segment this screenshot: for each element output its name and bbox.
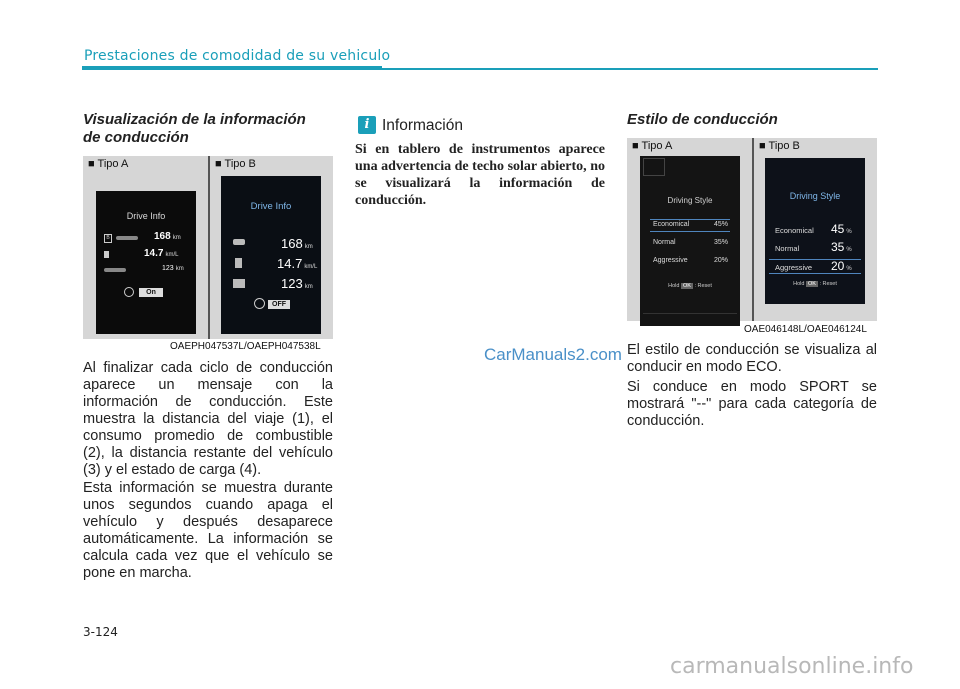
figure-divider: [208, 156, 210, 339]
watermark-link[interactable]: CarManuals2.com: [484, 345, 622, 364]
normal-value: 35 %: [831, 240, 852, 254]
fuel-pump-icon: [235, 258, 242, 268]
screen-b-consumption: 14.7 km/L: [277, 256, 318, 271]
economical-label: Economical: [775, 226, 814, 235]
car-icon: [233, 239, 245, 245]
economical-pct: 45%: [713, 221, 728, 228]
range-fuel-icon: [233, 279, 245, 288]
car-icon: [116, 236, 138, 240]
screen-b-title: Drive Info: [250, 201, 292, 212]
type-b-label: ■ Tipo B: [215, 158, 256, 170]
drive-info-heading: [83, 111, 306, 147]
normal-label: Normal: [775, 244, 800, 253]
type-a-label: ■ Tipo A: [632, 140, 673, 152]
footer-site-link[interactable]: carmanualsonline.info: [670, 654, 914, 679]
type-a-label: ■ Tipo A: [88, 158, 129, 170]
fuel-pump-icon: [104, 251, 109, 258]
drive-info-heading-line1: Visualización de la información: [83, 111, 306, 128]
screen-a-consumption: 14.7 km/L: [144, 248, 179, 259]
figure-divider: [752, 138, 754, 321]
section-header-title: Prestaciones de comodidad de su vehiculo: [84, 48, 391, 64]
screen-a-bottom-bar: [643, 313, 737, 326]
type-b-label: ■ Tipo B: [759, 140, 800, 152]
ok-button-icon: OK: [807, 281, 816, 287]
aggressive-value: 20 %: [831, 259, 852, 273]
drive-info-screen-b: [221, 176, 321, 334]
header-rule-thin: [382, 68, 878, 70]
info-text: Si en tablero de instrumentos aparece una advertencia de techo solar abierto, no se visualizará la información de conducción.: [355, 142, 605, 208]
charge-clock-icon: [254, 298, 265, 309]
screen-a-state: On: [139, 288, 163, 297]
driving-style-figure: [627, 138, 877, 321]
economical-label: Economical: [653, 221, 690, 228]
range-car-icon: [104, 268, 126, 272]
screen-b-state: OFF: [268, 300, 290, 309]
info-icon: i: [358, 116, 376, 134]
aggressive-label: Aggressive: [653, 257, 688, 264]
aggressive-label: Aggressive: [775, 263, 813, 272]
header-rule: [82, 66, 382, 70]
screen-b-range: 123 km: [281, 276, 313, 291]
hold-reset-hint: Hold OK : Reset: [793, 281, 837, 287]
normal-pct: 35%: [713, 239, 728, 246]
screen-b-distance: 168 km: [281, 236, 313, 251]
page-number: 3-124: [83, 625, 118, 639]
charge-clock-icon: [124, 287, 134, 297]
drive-info-figure: [83, 156, 333, 339]
screen-a-frame-icon: [643, 158, 665, 176]
driving-style-screen-a: [640, 156, 740, 326]
drive-info-heading-line2: de conducción: [83, 129, 189, 146]
normal-label: Normal: [653, 239, 676, 246]
battery-badge-icon: B: [104, 234, 112, 243]
screen-a-distance: 168 km: [154, 231, 181, 242]
screen-a-title: Driving Style: [667, 196, 713, 205]
figure-code: OAEPH047537L/OAEPH047538L: [170, 341, 321, 352]
figure-code: OAE046148L/OAE046124L: [744, 324, 867, 335]
driving-style-paragraph-2: Si conduce en modo SPORT se mostrará "--" para cada categoría de conducción.: [627, 379, 877, 429]
driving-style-paragraph-1: El estilo de conducción se visualiza al conducir en modo ECO.: [627, 342, 877, 375]
screen-b-title: Driving Style: [789, 191, 841, 201]
driving-style-screen-b: [765, 158, 865, 304]
screen-a-title: Drive Info: [126, 211, 166, 221]
drive-info-paragraph-1: Al finalizar cada ciclo de conducción aparece un mensaje con la información de conducción. Este muestra la distancia del viaje (1), el consumo promedio de combustible (2), la distancia restante del vehículo (3) y el estado de carga (4).: [83, 360, 333, 478]
aggressive-pct: 20%: [713, 257, 728, 264]
economical-value: 45 %: [831, 222, 852, 236]
drive-info-paragraph-2: Esta información se muestra durante unos segundos cuando apaga el vehículo y después desaparece automáticamente. La información se calcula cada vez que el vehículo se pone en marcha.: [83, 480, 333, 581]
hold-reset-hint: Hold OK : Reset: [668, 283, 712, 289]
info-heading: Información: [382, 117, 463, 134]
screen-a-range: 123 km: [162, 265, 184, 272]
driving-style-heading: Estilo de conducción: [627, 111, 778, 128]
drive-info-screen-a: [96, 191, 196, 334]
ok-button-icon: OK: [682, 283, 691, 289]
